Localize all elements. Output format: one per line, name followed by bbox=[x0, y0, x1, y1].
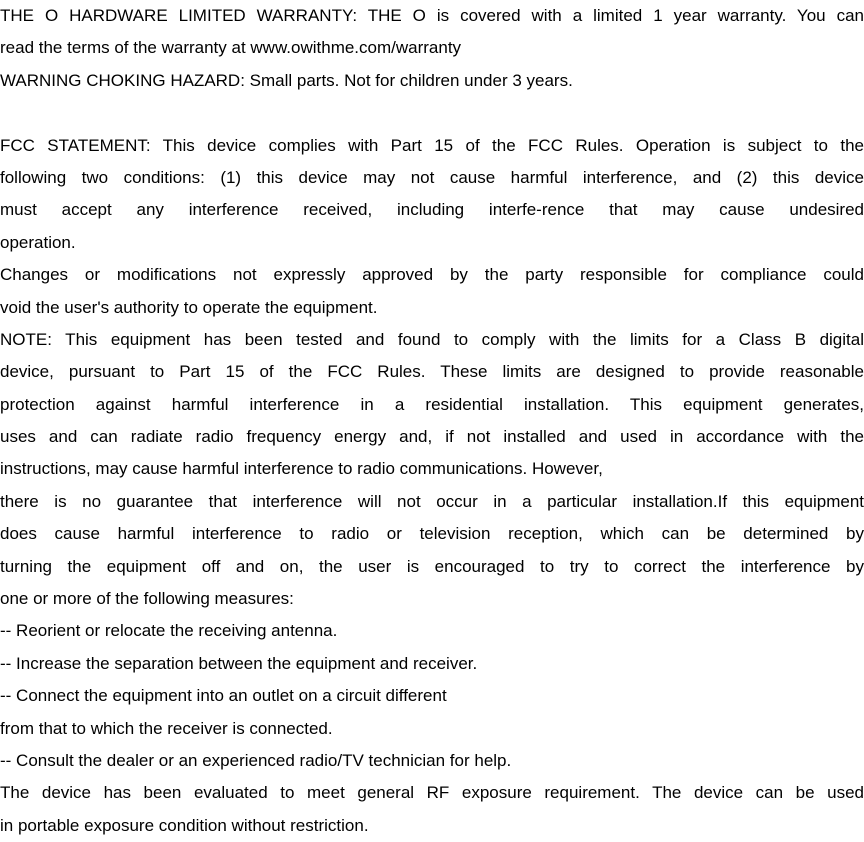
text-line: instructions, may cause harmful interference to radio communications. However, bbox=[0, 459, 603, 479]
text-line: operation. bbox=[0, 232, 76, 252]
text-line: -- Connect the equipment into an outlet on a circuit different bbox=[0, 686, 447, 706]
text-line: WARNING CHOKING HAZARD: Small parts. Not for children under 3 years. bbox=[0, 70, 573, 90]
text-line: NOTE: This equipment has been tested and found to comply with the limits for a Class B digital bbox=[0, 329, 864, 349]
text-line: -- Reorient or relocate the receiving antenna. bbox=[0, 621, 338, 641]
text-line: does cause harmful interference to radio or television reception, which can be determined by bbox=[0, 524, 864, 544]
text-line: turning the equipment off and on, the user is encouraged to try to correct the interference by bbox=[0, 556, 864, 576]
text-line: one or more of the following measures: bbox=[0, 589, 294, 609]
text-line: void the user's authority to operate the equipment. bbox=[0, 297, 378, 317]
text-line: must accept any interference received, including interfe-rence that may cause undesired bbox=[0, 200, 864, 220]
text-line: in portable exposure condition without restriction. bbox=[0, 815, 369, 835]
blank-line bbox=[0, 97, 864, 129]
text-line: -- Consult the dealer or an experienced radio/TV technician for help. bbox=[0, 750, 512, 770]
text-line: device, pursuant to Part 15 of the FCC Rules. These limits are designed to provide reasonable bbox=[0, 362, 864, 382]
text-line: -- Increase the separation between the equipment and receiver. bbox=[0, 653, 478, 673]
text-line: The device has been evaluated to meet general RF exposure requirement. The device can be used bbox=[0, 783, 864, 803]
text-line: read the terms of the warranty at www.owithme.com/warranty bbox=[0, 38, 462, 58]
text-line: FCC STATEMENT: This device complies with Part 15 of the FCC Rules. Operation is subject to the bbox=[0, 135, 864, 155]
text-line: following two conditions: (1) this device may not cause harmful interference, and (2) this device bbox=[0, 167, 864, 187]
text-line: from that to which the receiver is connected. bbox=[0, 718, 333, 738]
text-line: THE O HARDWARE LIMITED WARRANTY: THE O is covered with a limited 1 year warranty. You can bbox=[0, 6, 864, 25]
text-line: protection against harmful interference in a residential installation. This equipment generates, bbox=[0, 394, 864, 414]
text-line: uses and can radiate radio frequency energy and, if not installed and used in accordance with the bbox=[0, 427, 864, 447]
text-line: there is no guarantee that interference will not occur in a particular installation.If this equipment bbox=[0, 491, 864, 511]
text-line: Changes or modifications not expressly approved by the party responsible for compliance could bbox=[0, 265, 864, 285]
